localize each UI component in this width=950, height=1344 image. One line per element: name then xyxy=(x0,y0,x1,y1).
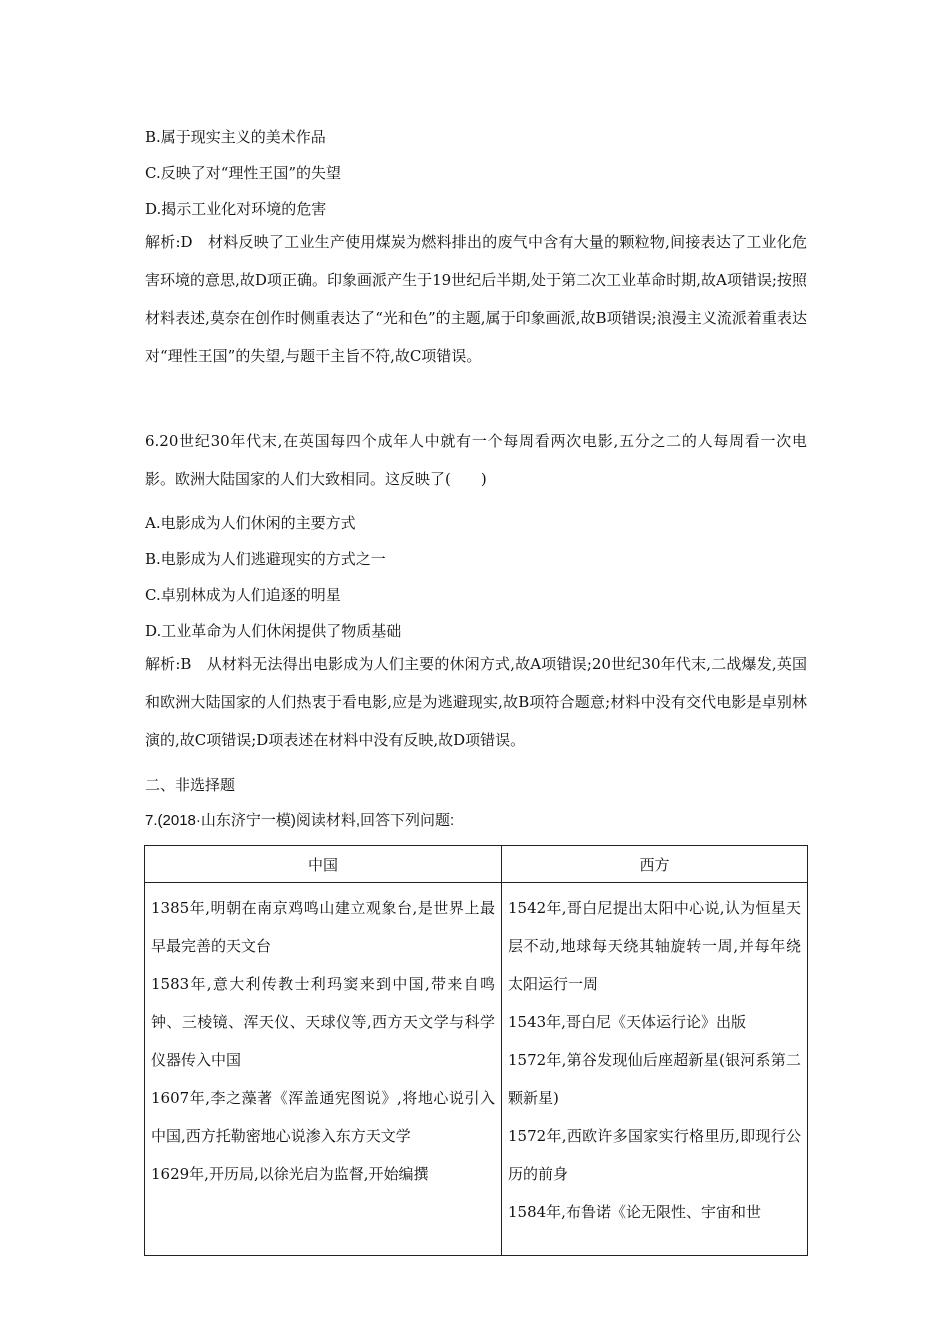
q5-analysis: 解析:D 材料反映了工业生产使用煤炭为燃料排出的废气中含有大量的颗粒物,间接表达了工业化危害环境的意思,故D项正确。印象画派产生于19世纪后半期,处于第二次工业革命时期,故A项错误;按照材料表述,莫奈在创作时侧重表达了“光和色”的主题,属于印象画派,故B项错误;浪漫主义流派着重表达对“理性王国”的失望,与题干主旨不符,故C项错误。 xyxy=(145,233,807,365)
west-cell xyxy=(502,883,808,1256)
q6-stem: 6.20世纪30年代末,在英国每四个成年人中就有一个每周看两次电影,五分之二的人每周看一次电影。欧洲大陆国家的人们大致相同。这反映了( ) xyxy=(145,432,807,488)
table-header-west: 西方 xyxy=(502,846,808,883)
china-entry-1607: 1607年,李之藻著《浑盖通宪图说》,将地心说引入中国,西方托勒密地心说渗入东方天文学 xyxy=(151,1089,495,1145)
q6-option-a: A.电影成为人们休闲的主要方式 xyxy=(145,514,356,532)
q7-stem: 7.(2018·山东济宁一模)阅读材料,回答下列问题: xyxy=(145,812,455,829)
table-header-china: 中国 xyxy=(145,846,502,883)
west-entry-1542: 1542年,哥白尼提出太阳中心说,认为恒星天层不动,地球每天绕其轴旋转一周,并每年绕太阳运行一周 xyxy=(508,899,801,993)
china-entry-1583: 1583年,意大利传教士利玛窦来到中国,带来自鸣钟、三棱镜、浑天仪、天球仪等,西方天文学与科学仪器传入中国 xyxy=(151,975,495,1069)
table-row xyxy=(145,883,808,1256)
q5-option-c: C.反映了对“理性王国”的失望 xyxy=(145,164,342,182)
china-entry-1629: 1629年,开历局,以徐光启为监督,开始编撰 xyxy=(151,1165,429,1183)
q6-option-d: D.工业革命为人们休闲提供了物质基础 xyxy=(145,622,402,640)
section-heading: 二、非选择题 xyxy=(145,776,236,794)
q6-analysis: 解析:B 从材料无法得出电影成为人们主要的休闲方式,故A项错误;20世纪30年代末,二战爆发,英国和欧洲大陆国家的人们热衷于看电影,应是为逃避现实,故B项符合题意;材料中没有交代电影是卓别林演的,故C项错误;D项表述在材料中没有反映,故D项错误。 xyxy=(145,655,807,749)
west-entry-1572-calendar: 1572年,西欧许多国家实行格里历,即现行公历的前身 xyxy=(508,1127,801,1183)
china-entry-1385: 1385年,明朝在南京鸡鸣山建立观象台,是世界上最早最完善的天文台 xyxy=(151,899,495,955)
q6-option-c: C.卓别林成为人们追逐的明星 xyxy=(145,586,341,604)
west-entry-1572-supernova: 1572年,第谷发现仙后座超新星(银河系第二颗新星) xyxy=(508,1051,801,1107)
west-entry-1584: 1584年,布鲁诺《论无限性、宇宙和世 xyxy=(508,1203,761,1221)
west-entry-1543: 1543年,哥白尼《天体运行论》出版 xyxy=(508,1013,746,1031)
q6-option-b: B.电影成为人们逃避现实的方式之一 xyxy=(145,550,386,568)
q5-option-d: D.揭示工业化对环境的危害 xyxy=(145,200,327,218)
china-cell xyxy=(145,883,502,1256)
table-header-row xyxy=(145,846,808,883)
materials-table xyxy=(144,845,808,1256)
q5-option-b: B.属于现实主义的美术作品 xyxy=(145,128,326,146)
